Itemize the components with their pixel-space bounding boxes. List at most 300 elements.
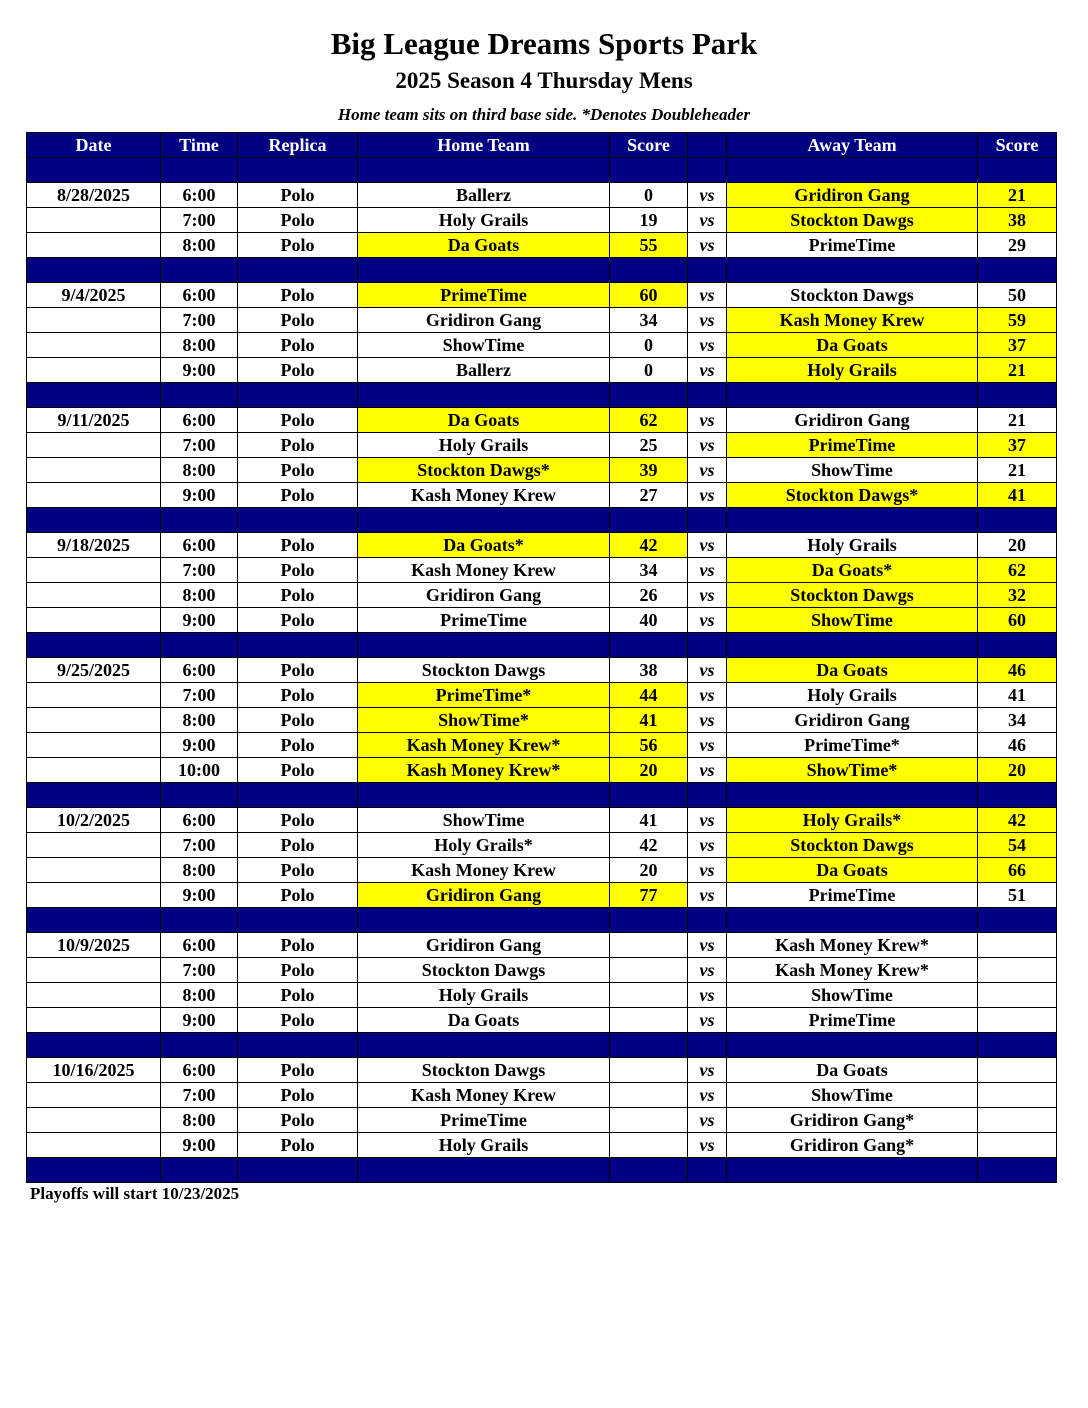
game-row bbox=[27, 283, 1057, 308]
separator-cell bbox=[727, 383, 978, 408]
game-row bbox=[27, 1133, 1057, 1158]
game-replica: Polo bbox=[238, 558, 358, 583]
game-time: 6:00 bbox=[161, 808, 238, 833]
game-time: 7:00 bbox=[161, 308, 238, 333]
away-score: 21 bbox=[978, 183, 1057, 208]
game-replica: Polo bbox=[238, 183, 358, 208]
separator-cell bbox=[238, 633, 358, 658]
game-row bbox=[27, 183, 1057, 208]
game-date bbox=[27, 958, 161, 983]
home-team: Ballerz bbox=[358, 358, 610, 383]
home-score bbox=[610, 958, 688, 983]
vs-label: vs bbox=[688, 1083, 727, 1108]
away-team: Gridiron Gang bbox=[727, 183, 978, 208]
home-score: 34 bbox=[610, 558, 688, 583]
game-replica: Polo bbox=[238, 533, 358, 558]
home-team: Kash Money Krew bbox=[358, 1083, 610, 1108]
game-row bbox=[27, 208, 1057, 233]
away-team: PrimeTime bbox=[727, 433, 978, 458]
vs-label: vs bbox=[688, 408, 727, 433]
home-team: PrimeTime bbox=[358, 608, 610, 633]
game-replica: Polo bbox=[238, 758, 358, 783]
game-date bbox=[27, 833, 161, 858]
home-score bbox=[610, 933, 688, 958]
home-score bbox=[610, 1133, 688, 1158]
season-subtitle: 2025 Season 4 Thursday Mens bbox=[395, 68, 693, 93]
game-time: 8:00 bbox=[161, 458, 238, 483]
away-team: PrimeTime* bbox=[727, 733, 978, 758]
game-time: 8:00 bbox=[161, 858, 238, 883]
separator-cell bbox=[610, 1033, 688, 1058]
game-date bbox=[27, 683, 161, 708]
away-score: 37 bbox=[978, 433, 1057, 458]
separator-cell bbox=[161, 158, 238, 183]
home-score: 40 bbox=[610, 608, 688, 633]
home-team: Holy Grails bbox=[358, 433, 610, 458]
home-team: Kash Money Krew bbox=[358, 558, 610, 583]
separator-cell bbox=[688, 783, 727, 808]
separator-cell bbox=[161, 258, 238, 283]
home-score: 27 bbox=[610, 483, 688, 508]
game-row bbox=[27, 733, 1057, 758]
home-score bbox=[610, 1008, 688, 1033]
home-score: 26 bbox=[610, 583, 688, 608]
separator-cell bbox=[610, 258, 688, 283]
home-team: Stockton Dawgs bbox=[358, 958, 610, 983]
game-replica: Polo bbox=[238, 858, 358, 883]
away-team: Da Goats* bbox=[727, 558, 978, 583]
game-row bbox=[27, 358, 1057, 383]
game-date: 9/11/2025 bbox=[27, 408, 161, 433]
game-time: 8:00 bbox=[161, 583, 238, 608]
game-date: 10/2/2025 bbox=[27, 808, 161, 833]
game-replica: Polo bbox=[238, 658, 358, 683]
separator-cell bbox=[610, 508, 688, 533]
game-row bbox=[27, 458, 1057, 483]
game-row bbox=[27, 583, 1057, 608]
home-team: Holy Grails* bbox=[358, 833, 610, 858]
away-score: 46 bbox=[978, 658, 1057, 683]
col-header-vs bbox=[688, 133, 727, 158]
game-time: 6:00 bbox=[161, 533, 238, 558]
home-team: ShowTime bbox=[358, 333, 610, 358]
game-date bbox=[27, 483, 161, 508]
separator-cell bbox=[978, 1158, 1057, 1183]
separator-cell bbox=[978, 633, 1057, 658]
game-replica: Polo bbox=[238, 683, 358, 708]
game-date bbox=[27, 1133, 161, 1158]
separator-cell bbox=[358, 1158, 610, 1183]
away-team: Holy Grails bbox=[727, 683, 978, 708]
away-score: 46 bbox=[978, 733, 1057, 758]
game-time: 9:00 bbox=[161, 1133, 238, 1158]
page-title: Big League Dreams Sports Park bbox=[330, 26, 758, 61]
schedule-table bbox=[26, 132, 1057, 1183]
separator-cell bbox=[358, 508, 610, 533]
away-score: 29 bbox=[978, 233, 1057, 258]
game-row bbox=[27, 608, 1057, 633]
game-date bbox=[27, 858, 161, 883]
home-score: 20 bbox=[610, 858, 688, 883]
home-score bbox=[610, 1108, 688, 1133]
game-replica: Polo bbox=[238, 358, 358, 383]
game-row bbox=[27, 983, 1057, 1008]
game-replica: Polo bbox=[238, 958, 358, 983]
game-date bbox=[27, 1083, 161, 1108]
game-date bbox=[27, 458, 161, 483]
separator-cell bbox=[161, 783, 238, 808]
away-team: Stockton Dawgs bbox=[727, 833, 978, 858]
game-replica: Polo bbox=[238, 608, 358, 633]
separator-cell bbox=[688, 383, 727, 408]
separator-cell bbox=[688, 158, 727, 183]
home-score: 38 bbox=[610, 658, 688, 683]
separator-cell bbox=[27, 633, 161, 658]
away-score: 20 bbox=[978, 758, 1057, 783]
vs-label: vs bbox=[688, 333, 727, 358]
game-time: 7:00 bbox=[161, 683, 238, 708]
separator-cell bbox=[27, 383, 161, 408]
game-row bbox=[27, 1108, 1057, 1133]
home-team: Kash Money Krew* bbox=[358, 758, 610, 783]
away-score: 41 bbox=[978, 483, 1057, 508]
home-score: 0 bbox=[610, 333, 688, 358]
home-team: Gridiron Gang bbox=[358, 583, 610, 608]
away-score: 21 bbox=[978, 458, 1057, 483]
game-replica: Polo bbox=[238, 208, 358, 233]
game-row bbox=[27, 808, 1057, 833]
home-score: 39 bbox=[610, 458, 688, 483]
game-date bbox=[27, 883, 161, 908]
separator-cell bbox=[161, 1033, 238, 1058]
game-time: 8:00 bbox=[161, 983, 238, 1008]
vs-label: vs bbox=[688, 808, 727, 833]
away-team: ShowTime bbox=[727, 983, 978, 1008]
separator-cell bbox=[610, 1158, 688, 1183]
game-replica: Polo bbox=[238, 433, 358, 458]
separator-cell bbox=[727, 1033, 978, 1058]
separator-cell bbox=[358, 383, 610, 408]
game-replica: Polo bbox=[238, 483, 358, 508]
game-time: 6:00 bbox=[161, 408, 238, 433]
away-score: 59 bbox=[978, 308, 1057, 333]
game-replica: Polo bbox=[238, 458, 358, 483]
away-score: 34 bbox=[978, 708, 1057, 733]
separator-cell bbox=[978, 508, 1057, 533]
schedule-note: Home team sits on third base side. *Denotes Doubleheader bbox=[337, 105, 751, 124]
game-time: 9:00 bbox=[161, 358, 238, 383]
col-header-home-team: Home Team bbox=[358, 133, 610, 158]
vs-label: vs bbox=[688, 483, 727, 508]
game-replica: Polo bbox=[238, 733, 358, 758]
separator-cell bbox=[688, 908, 727, 933]
separator-cell bbox=[238, 383, 358, 408]
home-team: PrimeTime bbox=[358, 283, 610, 308]
vs-label: vs bbox=[688, 308, 727, 333]
away-team: Stockton Dawgs bbox=[727, 208, 978, 233]
vs-label: vs bbox=[688, 233, 727, 258]
week-separator-row bbox=[27, 633, 1057, 658]
game-row bbox=[27, 1008, 1057, 1033]
game-row bbox=[27, 933, 1057, 958]
separator-cell bbox=[978, 908, 1057, 933]
separator-cell bbox=[358, 908, 610, 933]
col-header-date: Date bbox=[27, 133, 161, 158]
away-score: 21 bbox=[978, 358, 1057, 383]
vs-label: vs bbox=[688, 1058, 727, 1083]
home-score: 41 bbox=[610, 708, 688, 733]
away-score: 21 bbox=[978, 408, 1057, 433]
vs-label: vs bbox=[688, 1008, 727, 1033]
away-score: 41 bbox=[978, 683, 1057, 708]
vs-label: vs bbox=[688, 683, 727, 708]
game-date bbox=[27, 358, 161, 383]
home-team: Stockton Dawgs bbox=[358, 658, 610, 683]
game-date bbox=[27, 433, 161, 458]
vs-label: vs bbox=[688, 608, 727, 633]
separator-cell bbox=[358, 158, 610, 183]
home-team: Stockton Dawgs* bbox=[358, 458, 610, 483]
separator-cell bbox=[238, 508, 358, 533]
game-time: 6:00 bbox=[161, 283, 238, 308]
home-team: PrimeTime bbox=[358, 1108, 610, 1133]
game-time: 7:00 bbox=[161, 558, 238, 583]
game-replica: Polo bbox=[238, 1008, 358, 1033]
vs-label: vs bbox=[688, 558, 727, 583]
game-date: 9/4/2025 bbox=[27, 283, 161, 308]
home-score bbox=[610, 1058, 688, 1083]
away-team: Da Goats bbox=[727, 858, 978, 883]
separator-cell bbox=[978, 158, 1057, 183]
home-score: 56 bbox=[610, 733, 688, 758]
game-row bbox=[27, 958, 1057, 983]
home-score: 20 bbox=[610, 758, 688, 783]
game-row bbox=[27, 683, 1057, 708]
game-time: 8:00 bbox=[161, 233, 238, 258]
game-date bbox=[27, 333, 161, 358]
header-row bbox=[27, 133, 1057, 158]
separator-cell bbox=[978, 783, 1057, 808]
col-header-away-team: Away Team bbox=[727, 133, 978, 158]
game-time: 9:00 bbox=[161, 883, 238, 908]
vs-label: vs bbox=[688, 208, 727, 233]
game-row bbox=[27, 308, 1057, 333]
game-replica: Polo bbox=[238, 283, 358, 308]
game-replica: Polo bbox=[238, 583, 358, 608]
game-row bbox=[27, 558, 1057, 583]
home-score bbox=[610, 983, 688, 1008]
game-replica: Polo bbox=[238, 308, 358, 333]
separator-cell bbox=[610, 383, 688, 408]
home-score: 55 bbox=[610, 233, 688, 258]
game-time: 8:00 bbox=[161, 708, 238, 733]
home-team: ShowTime* bbox=[358, 708, 610, 733]
vs-label: vs bbox=[688, 858, 727, 883]
home-score: 41 bbox=[610, 808, 688, 833]
away-score: 20 bbox=[978, 533, 1057, 558]
away-team: Da Goats bbox=[727, 333, 978, 358]
home-score: 19 bbox=[610, 208, 688, 233]
away-score bbox=[978, 983, 1057, 1008]
away-score: 32 bbox=[978, 583, 1057, 608]
away-score: 50 bbox=[978, 283, 1057, 308]
week-separator-row bbox=[27, 908, 1057, 933]
home-score: 60 bbox=[610, 283, 688, 308]
separator-cell bbox=[238, 1033, 358, 1058]
separator-cell bbox=[727, 1158, 978, 1183]
separator-cell bbox=[727, 908, 978, 933]
game-replica: Polo bbox=[238, 833, 358, 858]
playoffs-note: Playoffs will start 10/23/2025 bbox=[30, 1184, 240, 1203]
home-team: Kash Money Krew* bbox=[358, 733, 610, 758]
away-team: Gridiron Gang bbox=[727, 708, 978, 733]
schedule-body bbox=[27, 158, 1057, 1183]
game-time: 6:00 bbox=[161, 933, 238, 958]
separator-cell bbox=[978, 258, 1057, 283]
game-replica: Polo bbox=[238, 233, 358, 258]
away-score bbox=[978, 958, 1057, 983]
home-team: Da Goats bbox=[358, 1008, 610, 1033]
game-time: 6:00 bbox=[161, 658, 238, 683]
game-time: 9:00 bbox=[161, 608, 238, 633]
away-score: 51 bbox=[978, 883, 1057, 908]
game-replica: Polo bbox=[238, 1058, 358, 1083]
vs-label: vs bbox=[688, 833, 727, 858]
vs-label: vs bbox=[688, 533, 727, 558]
away-score bbox=[978, 1008, 1057, 1033]
away-team: Holy Grails* bbox=[727, 808, 978, 833]
separator-cell bbox=[161, 633, 238, 658]
game-time: 9:00 bbox=[161, 483, 238, 508]
home-team: Da Goats* bbox=[358, 533, 610, 558]
game-row bbox=[27, 1058, 1057, 1083]
separator-cell bbox=[27, 158, 161, 183]
game-date bbox=[27, 733, 161, 758]
game-date: 9/25/2025 bbox=[27, 658, 161, 683]
away-team: Gridiron Gang* bbox=[727, 1108, 978, 1133]
home-team: PrimeTime* bbox=[358, 683, 610, 708]
vs-label: vs bbox=[688, 433, 727, 458]
home-score: 42 bbox=[610, 533, 688, 558]
game-time: 7:00 bbox=[161, 433, 238, 458]
home-team: Holy Grails bbox=[358, 208, 610, 233]
col-header-time: Time bbox=[161, 133, 238, 158]
away-team: PrimeTime bbox=[727, 233, 978, 258]
separator-cell bbox=[27, 1158, 161, 1183]
col-header-replica: Replica bbox=[238, 133, 358, 158]
game-date bbox=[27, 608, 161, 633]
away-team: ShowTime bbox=[727, 608, 978, 633]
home-score: 62 bbox=[610, 408, 688, 433]
away-score bbox=[978, 1133, 1057, 1158]
home-score: 25 bbox=[610, 433, 688, 458]
vs-label: vs bbox=[688, 358, 727, 383]
home-team: Gridiron Gang bbox=[358, 883, 610, 908]
away-team: Kash Money Krew* bbox=[727, 933, 978, 958]
separator-cell bbox=[238, 783, 358, 808]
game-row bbox=[27, 533, 1057, 558]
game-time: 8:00 bbox=[161, 1108, 238, 1133]
separator-cell bbox=[27, 1033, 161, 1058]
game-date bbox=[27, 1008, 161, 1033]
game-time: 7:00 bbox=[161, 1083, 238, 1108]
game-time: 6:00 bbox=[161, 183, 238, 208]
vs-label: vs bbox=[688, 183, 727, 208]
vs-label: vs bbox=[688, 758, 727, 783]
separator-cell bbox=[688, 258, 727, 283]
col-header-away-score: Score bbox=[978, 133, 1057, 158]
game-replica: Polo bbox=[238, 1108, 358, 1133]
separator-cell bbox=[978, 1033, 1057, 1058]
away-team: Da Goats bbox=[727, 658, 978, 683]
game-date bbox=[27, 208, 161, 233]
week-separator-row bbox=[27, 158, 1057, 183]
vs-label: vs bbox=[688, 933, 727, 958]
home-score: 0 bbox=[610, 183, 688, 208]
game-row bbox=[27, 883, 1057, 908]
away-team: Stockton Dawgs bbox=[727, 283, 978, 308]
game-date bbox=[27, 708, 161, 733]
vs-label: vs bbox=[688, 733, 727, 758]
game-date bbox=[27, 758, 161, 783]
game-row bbox=[27, 483, 1057, 508]
game-replica: Polo bbox=[238, 808, 358, 833]
game-date bbox=[27, 558, 161, 583]
away-score: 54 bbox=[978, 833, 1057, 858]
game-replica: Polo bbox=[238, 708, 358, 733]
game-date bbox=[27, 583, 161, 608]
away-score: 38 bbox=[978, 208, 1057, 233]
game-replica: Polo bbox=[238, 408, 358, 433]
game-row bbox=[27, 333, 1057, 358]
game-replica: Polo bbox=[238, 1083, 358, 1108]
separator-cell bbox=[727, 508, 978, 533]
game-date: 8/28/2025 bbox=[27, 183, 161, 208]
week-separator-row bbox=[27, 508, 1057, 533]
separator-cell bbox=[161, 1158, 238, 1183]
away-score: 60 bbox=[978, 608, 1057, 633]
separator-cell bbox=[161, 508, 238, 533]
separator-cell bbox=[358, 1033, 610, 1058]
separator-cell bbox=[727, 258, 978, 283]
away-score: 37 bbox=[978, 333, 1057, 358]
game-date bbox=[27, 308, 161, 333]
game-row bbox=[27, 658, 1057, 683]
game-replica: Polo bbox=[238, 883, 358, 908]
away-team: ShowTime bbox=[727, 1083, 978, 1108]
game-row bbox=[27, 1083, 1057, 1108]
game-row bbox=[27, 708, 1057, 733]
game-replica: Polo bbox=[238, 333, 358, 358]
separator-cell bbox=[238, 908, 358, 933]
vs-label: vs bbox=[688, 658, 727, 683]
game-date: 10/16/2025 bbox=[27, 1058, 161, 1083]
week-separator-row bbox=[27, 1158, 1057, 1183]
game-time: 7:00 bbox=[161, 208, 238, 233]
separator-cell bbox=[161, 908, 238, 933]
away-team: Kash Money Krew bbox=[727, 308, 978, 333]
home-team: Ballerz bbox=[358, 183, 610, 208]
separator-cell bbox=[27, 908, 161, 933]
separator-cell bbox=[727, 633, 978, 658]
week-separator-row bbox=[27, 783, 1057, 808]
game-replica: Polo bbox=[238, 1133, 358, 1158]
week-separator-row bbox=[27, 258, 1057, 283]
away-score bbox=[978, 1083, 1057, 1108]
vs-label: vs bbox=[688, 1108, 727, 1133]
separator-cell bbox=[27, 508, 161, 533]
home-team: Gridiron Gang bbox=[358, 308, 610, 333]
